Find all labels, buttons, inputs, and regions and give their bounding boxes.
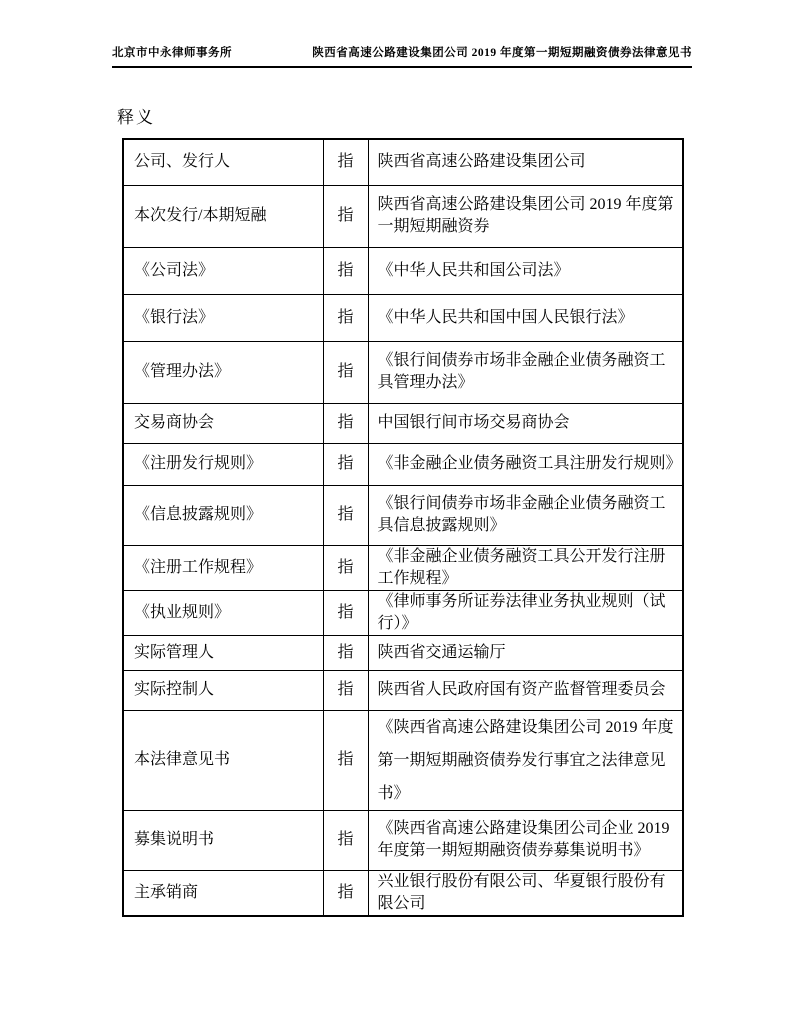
term-cell: 募集说明书	[123, 810, 323, 870]
pointer-cell: 指	[323, 139, 368, 185]
definition-cell: 陕西省交通运输厅	[368, 635, 683, 670]
definition-cell: 《律师事务所证券法律业务执业规则（试行）》	[368, 590, 683, 635]
pointer-cell: 指	[323, 670, 368, 710]
pointer-cell: 指	[323, 545, 368, 590]
term-cell: 实际管理人	[123, 635, 323, 670]
table-row	[123, 590, 683, 635]
term-cell: 实际控制人	[123, 670, 323, 710]
page-header	[112, 44, 692, 68]
pointer-cell: 指	[323, 590, 368, 635]
term-cell: 《公司法》	[123, 247, 323, 294]
definition-cell: 陕西省高速公路建设集团公司	[368, 139, 683, 185]
definition-cell: 兴业银行股份有限公司、华夏银行股份有限公司	[368, 870, 683, 916]
table-row	[123, 403, 683, 443]
table-row	[123, 294, 683, 341]
table-row	[123, 341, 683, 403]
definition-cell: 《非金融企业债务融资工具注册发行规则》	[368, 443, 683, 485]
table-row	[123, 710, 683, 810]
table-row	[123, 810, 683, 870]
pointer-cell: 指	[323, 443, 368, 485]
term-cell: 《银行法》	[123, 294, 323, 341]
term-cell: 《信息披露规则》	[123, 485, 323, 545]
section-title: 释义	[117, 108, 155, 127]
table-row	[123, 485, 683, 545]
definition-cell: 《陕西省高速公路建设集团公司 2019 年度第一期短期融资债券发行事宜之法律意见书》	[368, 710, 683, 810]
table-row	[123, 635, 683, 670]
table-row	[123, 185, 683, 247]
term-cell: 《注册工作规程》	[123, 545, 323, 590]
table-row	[123, 870, 683, 916]
definition-cell: 陕西省人民政府国有资产监督管理委员会	[368, 670, 683, 710]
pointer-cell: 指	[323, 710, 368, 810]
term-cell: 《执业规则》	[123, 590, 323, 635]
pointer-cell: 指	[323, 185, 368, 247]
header-document-title: 陕西省高速公路建设集团公司 2019 年度第一期短期融资债券法律意见书	[312, 47, 692, 59]
pointer-cell: 指	[323, 635, 368, 670]
pointer-cell: 指	[323, 870, 368, 916]
definition-cell: 《银行间债券市场非金融企业债务融资工具管理办法》	[368, 341, 683, 403]
table-row	[123, 139, 683, 185]
term-cell: 主承销商	[123, 870, 323, 916]
definitions-table	[122, 138, 684, 917]
term-cell: 本次发行/本期短融	[123, 185, 323, 247]
definition-cell: 《非金融企业债务融资工具公开发行注册工作规程》	[368, 545, 683, 590]
table-row	[123, 545, 683, 590]
definition-cell: 陕西省高速公路建设集团公司 2019 年度第一期短期融资券	[368, 185, 683, 247]
pointer-cell: 指	[323, 294, 368, 341]
definition-cell: 中国银行间市场交易商协会	[368, 403, 683, 443]
pointer-cell: 指	[323, 403, 368, 443]
pointer-cell: 指	[323, 341, 368, 403]
term-cell: 本法律意见书	[123, 710, 323, 810]
pointer-cell: 指	[323, 485, 368, 545]
term-cell: 《注册发行规则》	[123, 443, 323, 485]
definition-cell: 《银行间债券市场非金融企业债务融资工具信息披露规则》	[368, 485, 683, 545]
term-cell: 交易商协会	[123, 403, 323, 443]
term-cell: 《管理办法》	[123, 341, 323, 403]
definition-cell: 《中华人民共和国公司法》	[368, 247, 683, 294]
definition-cell: 《陕西省高速公路建设集团公司企业 2019 年度第一期短期融资债券募集说明书》	[368, 810, 683, 870]
pointer-cell: 指	[323, 247, 368, 294]
definition-cell: 《中华人民共和国中国人民银行法》	[368, 294, 683, 341]
table-row	[123, 670, 683, 710]
header-law-firm: 北京市中永律师事务所	[112, 47, 232, 59]
term-cell: 公司、发行人	[123, 139, 323, 185]
table-row	[123, 247, 683, 294]
table-row	[123, 443, 683, 485]
pointer-cell: 指	[323, 810, 368, 870]
